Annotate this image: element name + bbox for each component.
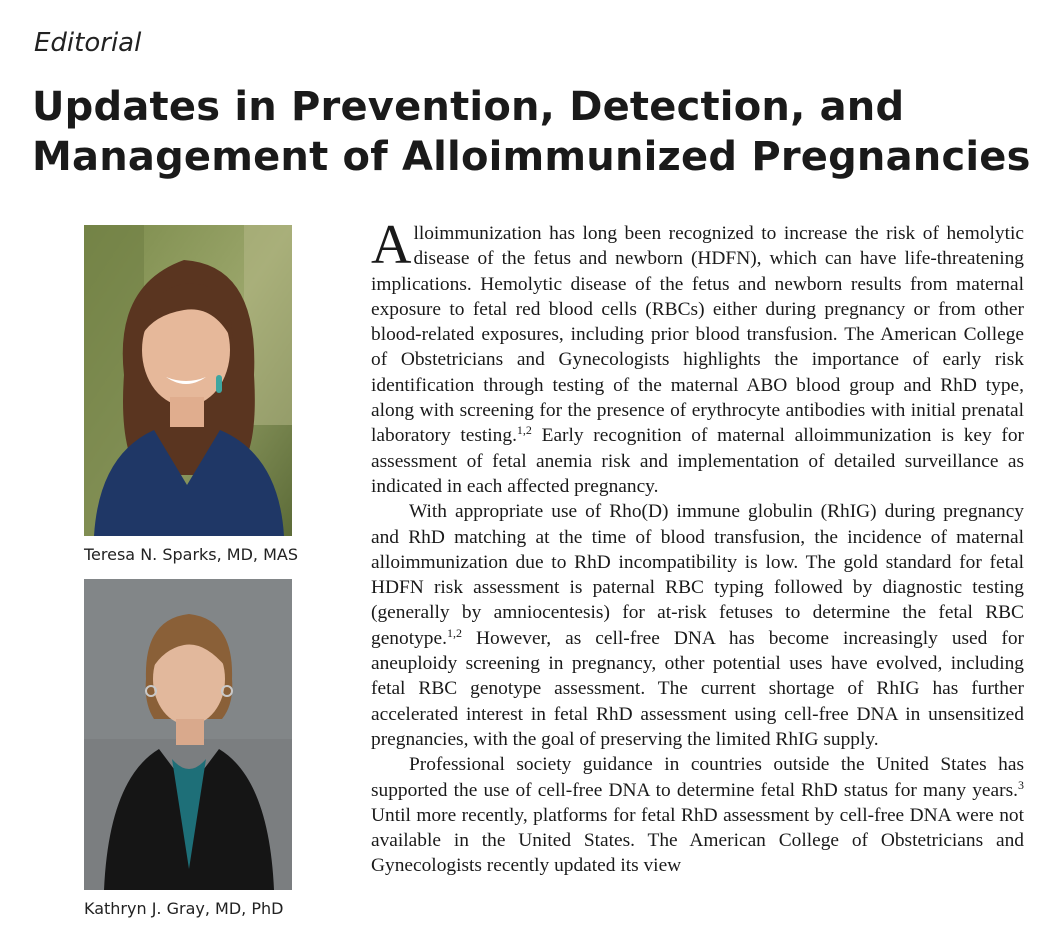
section-label: Editorial xyxy=(34,28,142,58)
author-photo-1 xyxy=(84,225,292,536)
article-title xyxy=(32,82,1042,182)
drop-cap: A xyxy=(371,214,412,276)
author-portrait-1 xyxy=(84,225,292,536)
paragraph-1 xyxy=(371,214,1024,499)
author-caption-1: Teresa N. Sparks, MD, MAS xyxy=(84,545,299,564)
reference-superscript: 1,2 xyxy=(516,423,532,438)
reference-superscript: 3 xyxy=(1018,777,1024,792)
reference-superscript: 1,2 xyxy=(446,625,462,640)
paragraph-3 xyxy=(371,752,1024,878)
paragraph-2 xyxy=(371,499,1024,752)
author-portrait-2 xyxy=(84,579,292,890)
paragraph-3-text-b: Until more recently, platforms for fetal RhD assessment by cell-free DNA were not available in the United States. The American College of Obstetricians and Gynecologists recently updated its view xyxy=(371,804,1024,877)
article-body xyxy=(371,214,1024,879)
title-line-2: Management of Alloimmunized Pregnancies xyxy=(32,134,1031,180)
author-caption-2: Kathryn J. Gray, MD, PhD xyxy=(84,899,284,918)
author-photo-2 xyxy=(84,579,292,890)
paragraph-2-text-b: However, as cell-free DNA has become increasingly used for aneuploidy screening in pregnancy, other potential uses have evolved, including fetal RBC genotype assessment. The current shortage of RhIG has further accelerated interest in fetal RhD assessment using cell-free DNA in unsensitized pregnancies, with the goal of preserving the limited RhIG supply. xyxy=(371,627,1024,750)
paragraph-3-text-a: Professional society guidance in countries outside the United States has supported the use of cell-free DNA to determine fetal RhD status for many years. xyxy=(371,754,1024,801)
paragraph-2-text-a: With appropriate use of Rho(D) immune globulin (RhIG) during pregnancy and RhD matching at the time of blood transfusion, the incidence of maternal alloimmunization due to RhD incompatibility is low. The gold standard for fetal HDFN risk assessment is paternal RBC typing followed by diagnostic testing (generally by amniocentesis) for at-risk fetuses to determine the fetal RBC genotype. xyxy=(371,501,1024,649)
title-line-1: Updates in Prevention, Detection, and xyxy=(32,84,905,130)
paragraph-1-text-b: Early recognition of maternal alloimmunization is key for assessment of fetal anemia risk and implementation of detailed surveillance as indicated in each affected pregnancy. xyxy=(371,425,1024,497)
paragraph-1-text-a: lloimmunization has long been recognized to increase the risk of hemolytic disease of the fetus and newborn (HDFN), which can have life-threatening implications. Hemolytic disease of the fetus and newborn results from maternal exposure to fetal red blood cells (RBCs) either during pregnancy or from other blood-related exposures, including prior blood transfusion. The American College of Obstetricians and Gynecologists highlights the importance of early risk identification through testing of the maternal ABO blood group and RhD type, along with screening for the presence of erythrocyte antibodies with initial prenatal laboratory testing. xyxy=(371,223,1024,447)
